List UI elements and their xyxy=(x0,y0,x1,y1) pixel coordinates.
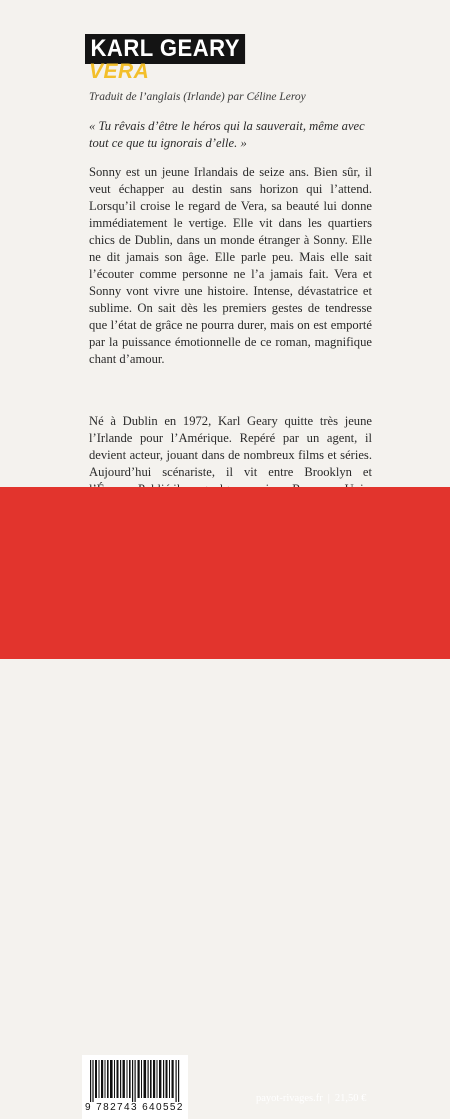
barcode-icon xyxy=(90,1060,180,1102)
book-summary: Sonny est un jeune Irlandais de seize ans. Bien sûr, il veut échapper au destin sans horizon qui l’attend. Lorsqu’il croise le regard de Vera, sa beauté lui donne immédiatement le vertige. Elle vit dans les quartiers chics de Dublin, dans un monde étranger à Sonny. Elle ne dit jamais son âge. Elle parle peu. Mais elle sait l’écouter comme personne ne l’a jamais fait. Vera et Sonny vont vivre une histoire. Intense, dévastatrice et sublime. On sait dès les premiers gestes de tendresse que l’état de grâce ne pourra durer, mais on est emporté par la puissance émotionnelle de ce roman, magnifique chant d’amour. xyxy=(89,165,372,366)
price: 21,50 € xyxy=(334,1093,367,1104)
footer xyxy=(256,1093,366,1104)
publisher-link[interactable]: payot-rivages.fr xyxy=(256,1093,323,1104)
red-band xyxy=(0,487,450,1113)
barcode-block xyxy=(82,1055,188,1119)
footer-separator: | xyxy=(327,1093,330,1104)
author-bio: Né à Dublin en 1972, Karl Geary quitte très jeune l’Irlande pour l’Amérique. Repéré par un agent, il devient acteur, jouant dans de nombreux films et séries. Aujourd’hui scénariste, il vit entre Brooklyn et xyxy=(89,414,372,479)
book-title: VERA xyxy=(89,60,150,83)
isbn-number: 9 782743 640552 xyxy=(85,1102,184,1113)
pull-quote: « Tu rêvais d’être le héros qui la sauverait, même avec tout ce que tu ignorais d’elle. » xyxy=(89,119,365,150)
author-name: KARL GEARY xyxy=(85,34,245,64)
translator-credit: Traduit de l’anglais (Irlande) par Céline Leroy xyxy=(89,91,306,103)
